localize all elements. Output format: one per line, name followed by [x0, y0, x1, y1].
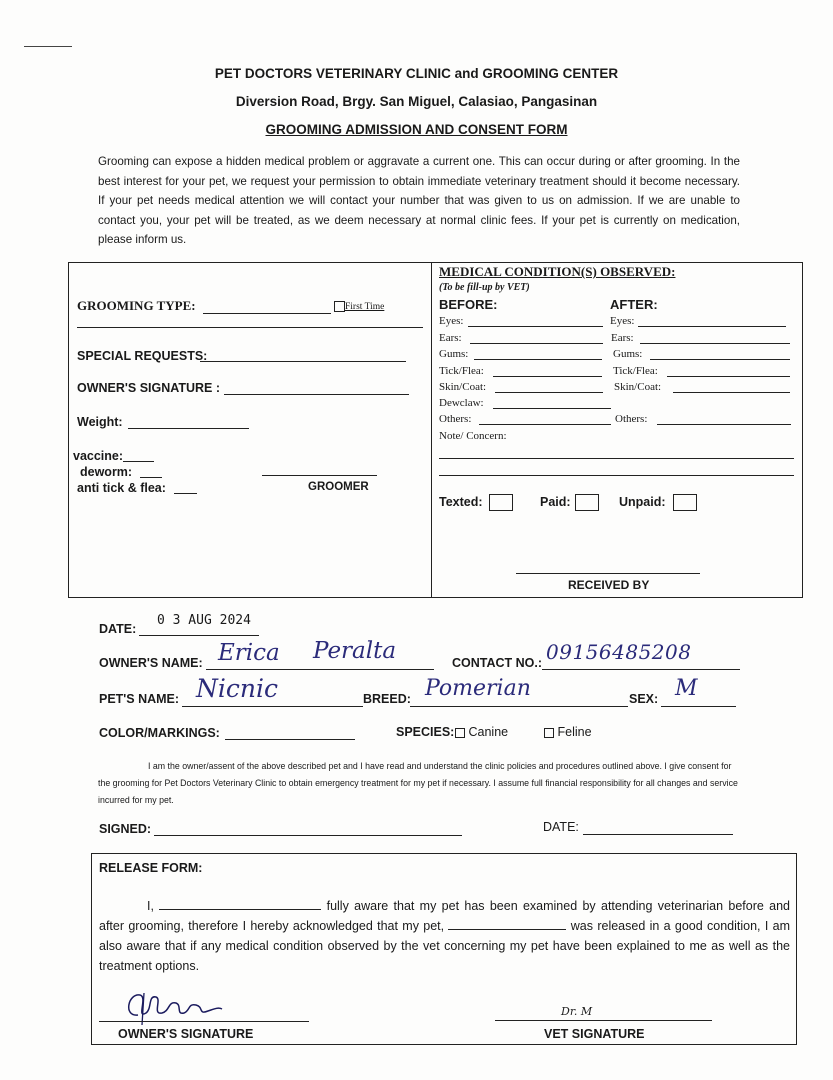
breed-label: BREED:: [363, 692, 411, 706]
groomer-signature-line[interactable]: [262, 475, 377, 476]
sex-value: M: [675, 676, 698, 701]
scan-mark: [24, 46, 72, 47]
after-gums-field[interactable]: [650, 359, 790, 360]
signed-label: SIGNED:: [99, 822, 152, 836]
sex-field[interactable]: [661, 690, 736, 707]
before-gums-field[interactable]: [474, 359, 602, 360]
paid-checkbox[interactable]: [575, 494, 599, 511]
medical-title: MEDICAL CONDITION(S) OBSERVED:: [439, 264, 676, 279]
received-by-line[interactable]: [516, 573, 700, 574]
owner-signature-field[interactable]: [224, 381, 409, 395]
color-markings-field[interactable]: [225, 726, 355, 740]
owner-name-label: OWNER'S NAME:: [99, 656, 203, 670]
before-skin-field[interactable]: [495, 392, 603, 393]
before-label: BEFORE:: [439, 297, 498, 312]
after-tick-field[interactable]: [667, 376, 790, 377]
medical-subtitle: (To be fill-up by VET): [439, 282, 530, 293]
date-label: DATE:: [99, 622, 137, 636]
signed-date-label: DATE:: [543, 820, 579, 834]
owner-first-name: Erica: [218, 640, 280, 666]
clinic-address: Diversion Road, Brgy. San Miguel, Calasiao, Pangasinan: [235, 94, 598, 109]
after-label: AFTER:: [610, 297, 658, 312]
vaccine-label: vaccine:: [73, 449, 124, 463]
vet-signature-line[interactable]: [495, 1020, 712, 1021]
release-paragraph: [99, 896, 790, 976]
note-line-2[interactable]: [439, 475, 794, 476]
vaccine-field[interactable]: [123, 449, 154, 462]
release-text-2: was released in a good condition, I am also aware that if any medical condition observed by the vet concerning my pet have been explained to me as well as the treatment options.: [99, 919, 790, 973]
color-markings-label: COLOR/MARKINGS:: [99, 726, 220, 740]
unpaid-checkbox[interactable]: [673, 494, 697, 511]
release-text-1: fully aware that my pet has been examined by attending veterinarian before and after grooming, therefore I hereby acknowledged that my pet,: [99, 899, 790, 933]
special-requests-label: SPECIAL REQUESTS:: [77, 349, 208, 363]
after-gums-label: Gums:: [613, 348, 643, 360]
before-skin-label: Skin/Coat:: [439, 381, 487, 393]
before-others-label: Others:: [439, 413, 472, 425]
consent-paragraph: I am the owner/assent of the above described pet and I have read and understand the clinic policies and procedures outlined above. I give consent for the grooming for Pet Doctors Veterinary Clinic to obtain emergency treatment for my pet if necessary. I assume full financial responsibility for all changes and service incurred for my pet.: [98, 761, 738, 805]
paid-label: Paid:: [540, 495, 571, 509]
canine-label: Canine: [468, 725, 509, 739]
contact-value: 09156485208: [546, 640, 692, 664]
weight-label: Weight:: [77, 415, 123, 429]
release-owner-name-field[interactable]: [159, 898, 321, 910]
vet-handwritten-initial: Dr. M: [561, 1005, 593, 1018]
unpaid-label: Unpaid:: [619, 495, 666, 509]
first-time-checkbox[interactable]: [334, 301, 384, 312]
signed-date-field[interactable]: [583, 820, 733, 835]
grooming-type-label: GROOMING TYPE:: [77, 298, 196, 313]
owner-last-name: Peralta: [313, 638, 397, 664]
after-skin-label: Skin/Coat:: [614, 381, 662, 393]
before-ears-field[interactable]: [470, 343, 603, 344]
before-tick-field[interactable]: [493, 376, 602, 377]
species-feline-option[interactable]: [544, 725, 592, 739]
checkbox-box[interactable]: [334, 301, 345, 312]
before-tick-label: Tick/Flea:: [439, 365, 484, 377]
special-requests-field[interactable]: [200, 348, 406, 362]
date-stamp: 0 3 AUG 2024: [157, 613, 251, 628]
anti-tick-field[interactable]: [174, 481, 197, 494]
breed-value: Pomerian: [425, 676, 531, 701]
signed-field[interactable]: [154, 822, 462, 836]
release-owner-signature-label: OWNER'S SIGNATURE: [118, 1027, 254, 1041]
intro-paragraph: Grooming can expose a hidden medical problem or aggravate a current one. This can occur during or after grooming. In the best interest for your pet, we request your permission to obtain immediate veterinary treatment should it become necessary. If your pet needs medical attention we will contact your number that was given to us on admission. If we are unable to contact you, your pet will be treated, as we deem necessary at normal clinic fees. If your pet is currently on medication, please inform us.: [98, 155, 740, 247]
release-title: RELEASE FORM:: [99, 861, 203, 875]
weight-field[interactable]: [128, 415, 249, 429]
species-label: SPECIES:: [396, 725, 455, 739]
after-eyes-label: Eyes:: [610, 315, 635, 327]
box-divider: [431, 262, 432, 597]
after-ears-field[interactable]: [640, 343, 790, 344]
feline-label: Feline: [557, 725, 592, 739]
owner-signature-line[interactable]: [99, 1021, 309, 1022]
after-tick-label: Tick/Flea:: [613, 365, 658, 377]
before-dewclaw-field[interactable]: [493, 408, 611, 409]
received-by-label: RECEIVED BY: [568, 578, 650, 592]
note-line-1[interactable]: [439, 458, 794, 459]
release-pet-name-field[interactable]: [448, 918, 566, 930]
note-label: Note/ Concern:: [439, 430, 507, 442]
before-eyes-field[interactable]: [468, 326, 603, 327]
contact-label: CONTACT NO.:: [452, 656, 543, 670]
pet-name-label: PET'S NAME:: [99, 692, 180, 706]
grooming-type-field[interactable]: [203, 300, 331, 314]
owner-signature-label: OWNER'S SIGNATURE :: [77, 381, 221, 395]
feline-checkbox[interactable]: [544, 728, 554, 738]
after-eyes-field[interactable]: [638, 326, 786, 327]
deworm-label: deworm:: [80, 465, 133, 479]
after-others-label: Others:: [615, 413, 648, 425]
before-eyes-label: Eyes:: [439, 315, 464, 327]
after-others-field[interactable]: [657, 424, 791, 425]
species-canine-option[interactable]: [455, 725, 508, 739]
before-dewclaw-label: Dewclaw:: [439, 397, 484, 409]
grooming-type-line-2: [77, 327, 423, 328]
pet-name-value: Nicnic: [196, 674, 278, 703]
vet-signature-label: VET SIGNATURE: [544, 1027, 645, 1041]
form-title: GROOMING ADMISSION AND CONSENT FORM: [265, 122, 568, 137]
anti-tick-label: anti tick & flea:: [77, 481, 166, 495]
canine-checkbox[interactable]: [455, 728, 465, 738]
after-skin-field[interactable]: [673, 392, 790, 393]
clinic-name: PET DOCTORS VETERINARY CLINIC and GROOMING CENTER: [214, 66, 619, 81]
sex-label: SEX:: [629, 692, 659, 706]
release-i: I,: [147, 899, 154, 913]
before-gums-label: Gums:: [439, 348, 469, 360]
deworm-field[interactable]: [140, 465, 162, 478]
texted-checkbox[interactable]: [489, 494, 513, 511]
texted-label: Texted:: [439, 495, 483, 509]
before-ears-label: Ears:: [439, 332, 462, 344]
groomer-label: GROOMER: [308, 481, 369, 493]
before-others-field[interactable]: [479, 424, 611, 425]
after-ears-label: Ears:: [611, 332, 634, 344]
first-time-label: First Time: [345, 302, 385, 313]
